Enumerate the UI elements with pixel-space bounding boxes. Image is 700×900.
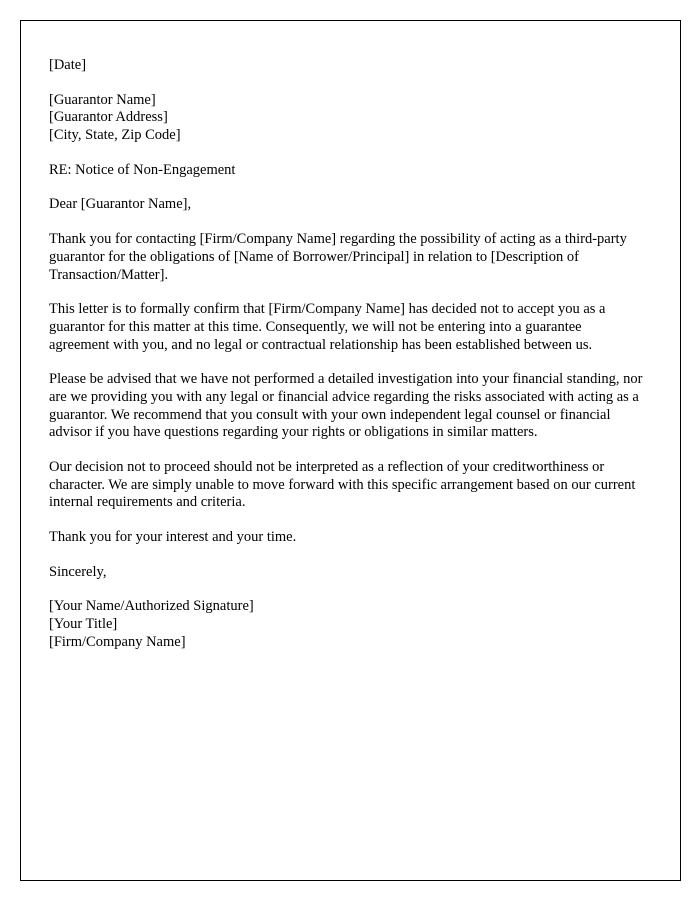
letter-page	[20, 20, 681, 881]
signature-title: [Your Title]	[49, 616, 118, 633]
body-paragraph-1: Thank you for contacting [Firm/Company Name] regarding the possibility of acting as a third-party guarantor for the obligations of [Name of Borrower/Principal] in relation to [Description of Transaction/Matter].	[49, 231, 627, 283]
letter-body	[49, 57, 645, 652]
body-paragraph-5: Thank you for your interest and your time.	[49, 529, 297, 546]
subject-line: RE: Notice of Non-Engagement	[49, 161, 236, 178]
recipient-city-state-zip: [City, State, Zip Code]	[49, 127, 181, 144]
closing-block	[49, 564, 645, 582]
recipient-name: [Guarantor Name]	[49, 91, 156, 108]
date-placeholder: [Date]	[49, 57, 87, 73]
body-paragraph-2: This letter is to formally confirm that [Firm/Company Name] has decided not to accept you as a guarantor for this matter at this time. Consequently, we will not be entering into a guarantee agreement with you, and no legal or contractual relationship has been established between us.	[49, 301, 606, 353]
signature-company: [Firm/Company Name]	[49, 633, 186, 650]
salutation: Dear [Guarantor Name],	[49, 196, 192, 213]
recipient-address-block	[49, 92, 645, 145]
closing: Sincerely,	[49, 563, 107, 580]
salutation-block	[49, 196, 645, 214]
body-paragraph-3: Please be advised that we have not performed a detailed investigation into your financial standing, nor are we providing you with any legal or financial advice regarding the risks associated with acting as a guarantor. We recommend that you consult with your own independent legal counsel or financial advisor if you have questions regarding your rights or obligations in similar matters.	[49, 371, 643, 441]
date-line-block	[49, 57, 645, 75]
recipient-address: [Guarantor Address]	[49, 109, 168, 126]
subject-line-block	[49, 162, 645, 180]
signature-name: [Your Name/Authorized Signature]	[49, 598, 254, 615]
signature-block	[49, 598, 645, 651]
body-paragraph-4: Our decision not to proceed should not be interpreted as a reflection of your creditworthiness or character. We are simply unable to move forward with this specific arrangement based on our current internal requirements and criteria.	[49, 459, 636, 511]
